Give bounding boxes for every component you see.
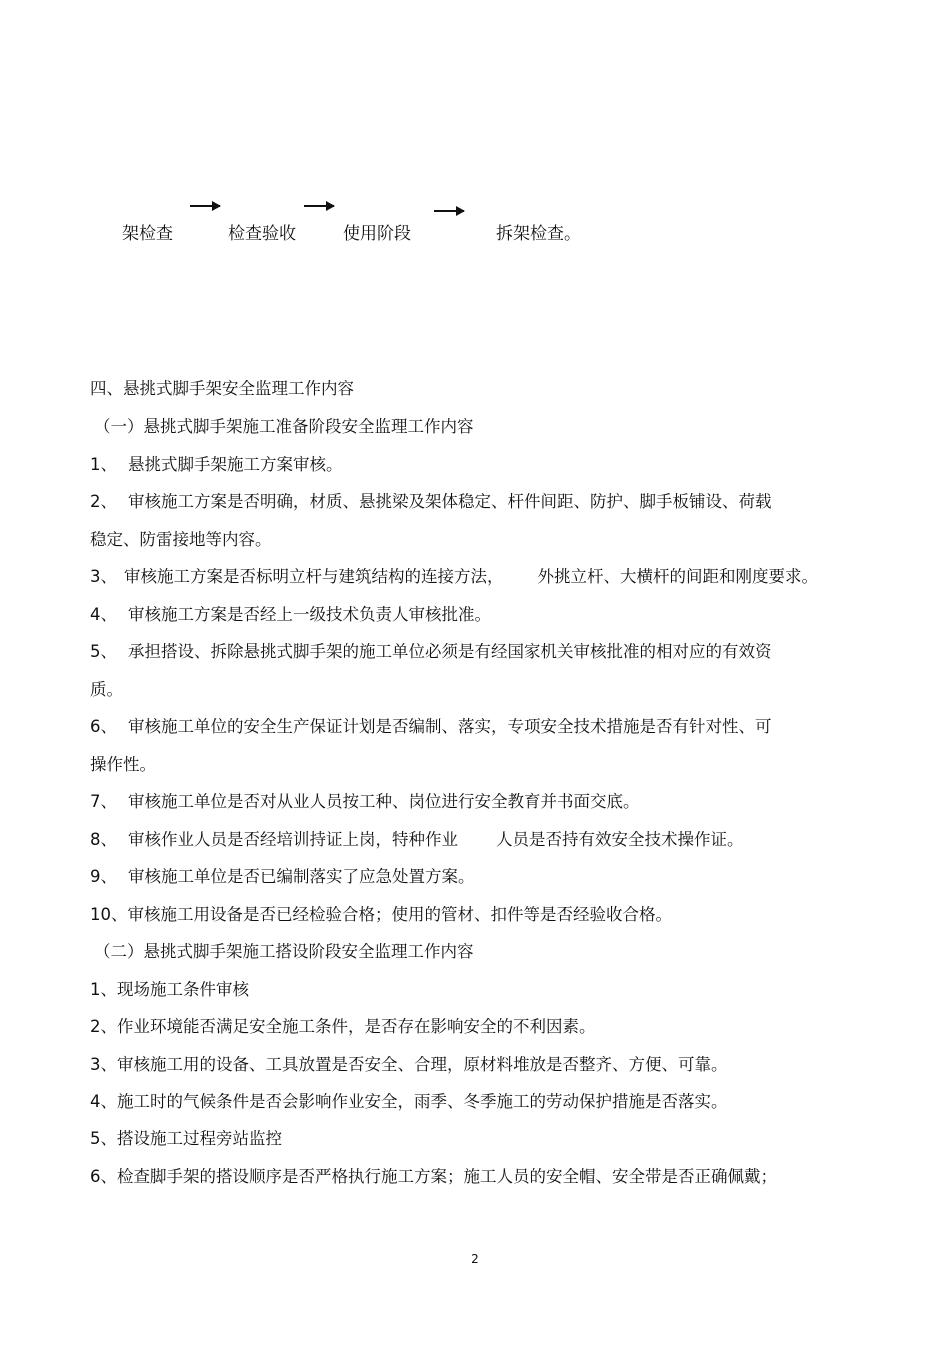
item-number: 7、 — [90, 792, 117, 811]
item-number: 5、 — [90, 642, 117, 661]
list-item-continuation: 操作性。 — [90, 755, 156, 774]
list-item: 1、现场施工条件审核 — [90, 980, 249, 999]
item-number: 10、 — [90, 905, 128, 924]
item-number: 9、 — [90, 867, 117, 886]
item-text: 审核作业人员是否经培训持证上岗，特种作业 — [128, 830, 458, 849]
flow-step-4: 拆架检查。 — [496, 224, 581, 244]
item-number: 6、 — [90, 717, 117, 736]
subsection-heading-1: （一）悬挑式脚手架施工准备阶段安全监理工作内容 — [94, 417, 474, 436]
flow-arrow-icon — [434, 210, 464, 212]
flow-step-3: 使用阶段 — [343, 224, 411, 244]
item-text: 审核施工方案是否明确，材质、悬挑梁及架体稳定、杆件间距、防护、脚手板铺设、荷载 — [128, 492, 772, 511]
list-item-continuation: 稳定、防雷接地等内容。 — [90, 530, 272, 549]
item-number: 8、 — [90, 830, 117, 849]
item-text: 审核施工单位是否已编制落实了应急处置方案。 — [128, 867, 475, 886]
list-item — [90, 865, 475, 889]
item-text: 审核施工单位的安全生产保证计划是否编制、落实，专项安全技术措施是否有针对性、可 — [128, 717, 772, 736]
list-item — [90, 790, 640, 814]
item-text: 外挑立杆、大横杆的间距和刚度要求。 — [537, 567, 818, 586]
section-heading: 四、悬挑式脚手架安全监理工作内容 — [90, 379, 354, 398]
list-item — [90, 903, 672, 927]
flow-step-2: 检查验收 — [228, 224, 296, 244]
list-item — [90, 640, 772, 664]
list-item: 6、检查脚手架的搭设顺序是否严格执行施工方案；施工人员的安全帽、安全带是否正确佩戴； — [90, 1167, 777, 1186]
flow-step-1: 架检查 — [122, 224, 173, 244]
flow-arrow-icon — [190, 205, 220, 207]
list-item — [90, 453, 343, 477]
list-item — [90, 565, 818, 589]
list-item — [90, 490, 772, 514]
list-item: 2、作业环境能否满足安全施工条件，是否存在影响安全的不利因素。 — [90, 1017, 596, 1036]
list-item — [90, 715, 772, 739]
item-number: 1、 — [90, 455, 117, 474]
item-text: 审核施工方案是否经上一级技术负责人审核批准。 — [128, 605, 491, 624]
item-number: 3、 — [90, 567, 117, 586]
list-item-continuation: 质。 — [90, 680, 123, 699]
item-number: 2、 — [90, 492, 117, 511]
item-text: 承担搭设、拆除悬挑式脚手架的施工单位必须是有经国家机关审核批准的相对应的有效资 — [128, 642, 772, 661]
item-text: 人员是否持有效安全技术操作证。 — [496, 830, 744, 849]
list-item: 5、搭设施工过程旁站监控 — [90, 1129, 282, 1148]
list-item — [90, 603, 491, 627]
item-text: 审核施工用设备是否已经检验合格；使用的管材、扣件等是否经验收合格。 — [127, 905, 672, 924]
item-text: 审核施工方案是否标明立杆与建筑结构的连接方法， — [124, 567, 504, 586]
list-item: 4、施工时的气候条件是否会影响作业安全，雨季、冬季施工的劳动保护措施是否落实。 — [90, 1092, 728, 1111]
item-text: 悬挑式脚手架施工方案审核。 — [128, 455, 343, 474]
item-number: 4、 — [90, 605, 117, 624]
flow-arrow-icon — [304, 205, 334, 207]
item-text: 审核施工单位是否对从业人员按工种、岗位进行安全教育并书面交底。 — [128, 792, 640, 811]
list-item: 3、审核施工用的设备、工具放置是否安全、合理，原材料堆放是否整齐、方便、可靠。 — [90, 1055, 728, 1074]
subsection-heading-2: （二）悬挑式脚手架施工搭设阶段安全监理工作内容 — [94, 942, 474, 961]
page-number: 2 — [471, 1252, 479, 1266]
list-item — [90, 828, 744, 852]
process-flow — [0, 0, 950, 260]
